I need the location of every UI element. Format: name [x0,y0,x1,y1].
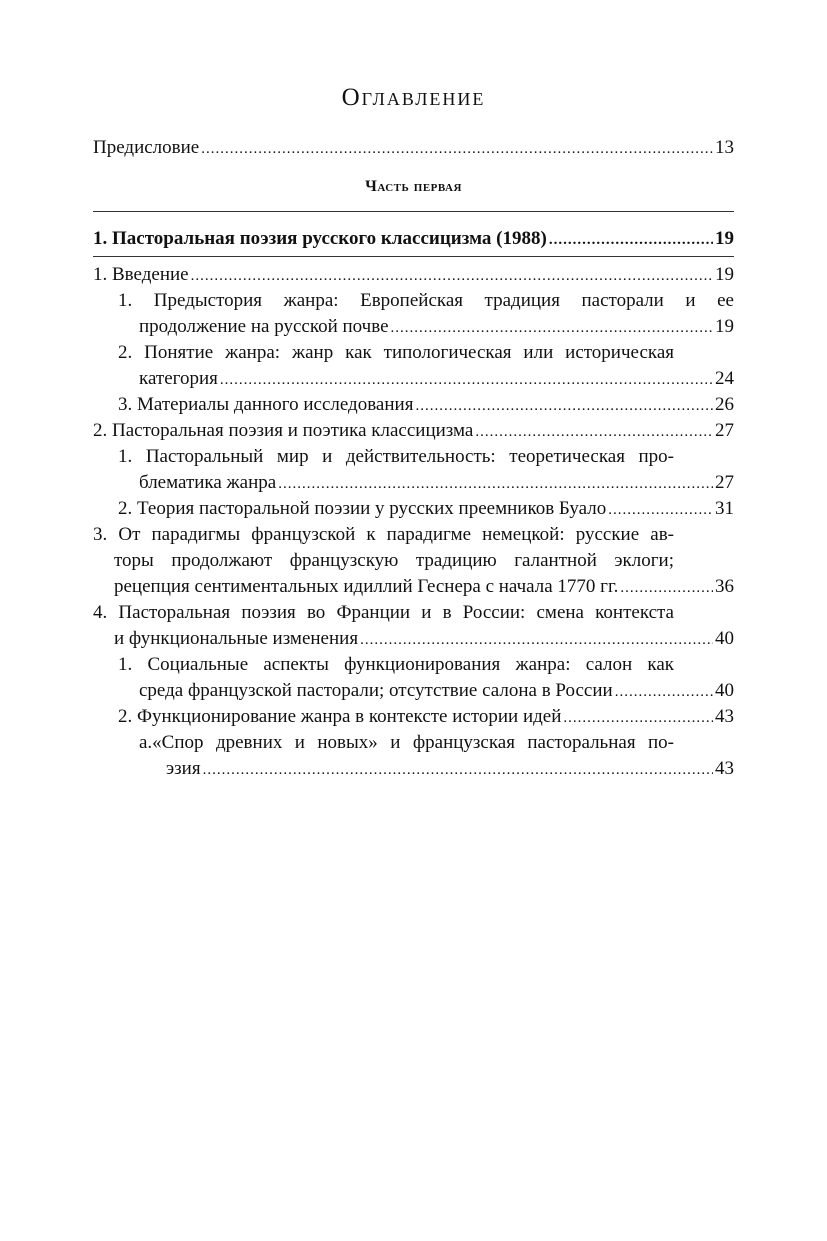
entry-label: среда французской пасторали; отсутствие салона в России [139,680,613,701]
entry-label: категория [139,368,218,389]
toc-entry[interactable] [139,314,734,339]
page-number: 13 [715,137,734,158]
page-number: 27 [715,472,734,493]
entry-label: эзия [166,758,201,779]
toc-entry-line: 1. Социальные аспекты функционирования жанра: салон как [118,654,674,675]
toc-entry[interactable] [114,574,734,599]
part-title: Часть первая [365,178,462,195]
entry-label: продолжение на русской почве [139,316,389,337]
dot-leader [203,758,713,783]
toc-entry[interactable] [118,496,734,521]
divider [93,256,734,257]
page-number: 43 [715,758,734,779]
dot-leader [415,394,713,419]
dot-leader [475,420,713,445]
entry-label: блематика жанра [139,472,277,493]
toc-entry[interactable] [93,262,734,287]
entry-label: 2. Функционирование жанра в контексте истории идей [118,706,562,727]
dot-leader [278,472,713,497]
page-number: 36 [715,576,734,597]
page-number: 27 [715,420,734,441]
toc-entry-line: торы продолжают французскую традицию галантной эклоги; [114,550,674,571]
toc-entry[interactable] [93,418,734,443]
dot-leader [563,706,713,731]
page-number: 31 [715,498,734,519]
dot-leader [549,228,713,253]
page-number: 19 [715,264,734,285]
page-number: 19 [715,316,734,337]
entry-label: 3. Материалы данного исследования [118,394,414,415]
toc-entry-line: 2. Понятие жанра: жанр как типологическая или историческая [118,342,674,363]
toc-entry-chapter[interactable] [93,226,734,251]
dot-leader [360,628,713,653]
toc-entry-preface[interactable] [93,135,734,160]
entry-label: и функциональные изменения [114,628,359,649]
toc-entry[interactable] [118,704,734,729]
dot-leader [608,498,713,523]
toc-entry-line: 1. Предыстория жанра: Европейская традиция пасторали и ее [118,290,734,311]
page-number: 19 [715,228,734,249]
page-number: 40 [715,680,734,701]
page-title: Оглавление [341,84,486,111]
toc-entry[interactable] [118,392,734,417]
toc-entry-line: 4. Пасторальная поэзия во Франции и в России: смена контекста [93,602,674,623]
dot-leader [391,316,713,341]
page-number: 24 [715,368,734,389]
dot-leader [201,137,713,162]
toc-entry[interactable] [139,678,734,703]
entry-label: 2. Теория пасторальной поэзии у русских преемников Буало [118,498,607,519]
dot-leader [620,576,713,601]
page-number: 43 [715,706,734,727]
entry-label: 2. Пасторальная поэзия и поэтика классицизма [93,420,474,441]
entry-label: Предисловие [93,137,200,158]
toc-entry[interactable] [166,756,734,781]
dot-leader [615,680,713,705]
entry-label: рецепция сентиментальных идиллий Геснера с начала 1770 гг. [114,576,619,597]
page-number: 40 [715,628,734,649]
toc-entry[interactable] [139,470,734,495]
toc-entry-line: 3. От парадигмы французской к парадигме немецкой: русские ав- [93,524,674,545]
entry-label: 1. Пасторальная поэзия русского классицизма (1988) [93,228,547,249]
toc-entry-line: 1. Пасторальный мир и действительность: теоретическая про- [118,446,674,467]
toc-entry[interactable] [139,366,734,391]
entry-label: 1. Введение [93,264,189,285]
divider [93,211,734,212]
toc-entry[interactable] [114,626,734,651]
page-number: 26 [715,394,734,415]
dot-leader [191,264,713,289]
toc-entry-line: а.«Спор древних и новых» и французская пасторальная по- [139,732,674,753]
dot-leader [220,368,713,393]
